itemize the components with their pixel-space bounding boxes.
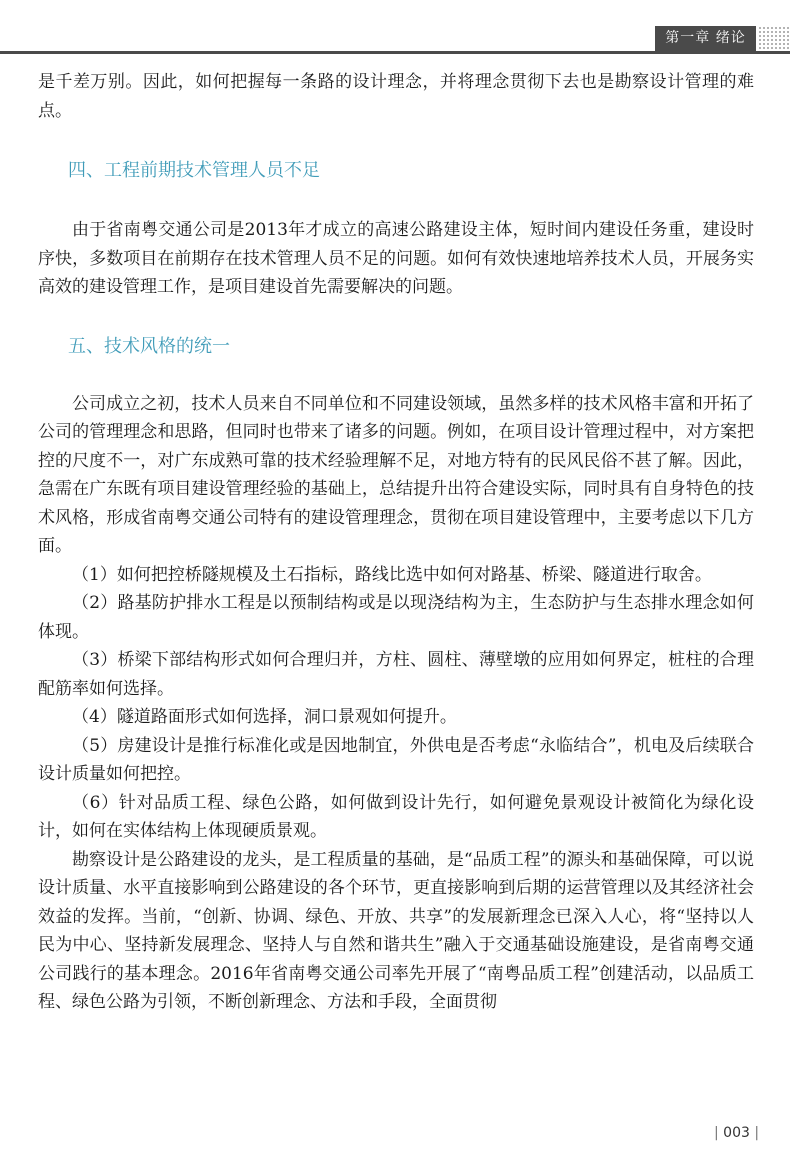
paragraph: 勘察设计是公路建设的龙头，是工程质量的基础，是“品质工程”的源头和基础保障，可以说设计质量、水平直接影响到公路建设的各个环节，更直接影响到后期的运营管理以及其经济社会效益的发挥。当前，“创新、协调、绿色、开放、共享”的发展新理念已深入人心，将“坚持以人民为中心、坚持新发展理念、坚持人与自然和谐共生”融入于交通基础设施建设，是省南粤交通公司践行的基本理念。2016年省南粤交通公司率先开展了“南粤品质工程”创建活动，以品质工程、绿色公路为引领，不断创新理念、方法和手段，全面贯彻 <box>38 849 754 1012</box>
paragraph: 公司成立之初，技术人员来自不同单位和不同建设领域，虽然多样的技术风格丰富和开拓了公司的管理理念和思路，但同时也带来了诸多的问题。例如，在项目设计管理过程中，对方案把控的尺度不一，对广东成熟可靠的技术经验理解不足，对地方特有的民风民俗不甚了解。因此，急需在广东既有项目建设管理经验的基础上，总结提升出符合建设实际，同时具有自身特色的技术风格，形成省南粤交通公司特有的建设管理理念，贯彻在项目建设管理中，主要考虑以下几方面。 <box>38 393 754 556</box>
list-item-3: （3）桥梁下部结构形式如何合理归并，方柱、圆柱、薄壁墩的应用如何界定，桩柱的合理配筋率如何选择。 <box>38 650 754 699</box>
chapter-label: 第一章 绪论 <box>655 26 756 51</box>
list-item-1: （1）如何把控桥隧规模及土石指标，路线比选中如何对路基、桥梁、隧道进行取舍。 <box>72 564 712 585</box>
list-item-2: （2）路基防护排水工程是以预制结构或是以现浇结构为主，生态防护与生态排水理念如何体现。 <box>38 593 754 642</box>
paragraph: 由于省南粤交通公司是2013年才成立的高速公路建设主体，短时间内建设任务重，建设时序快，多数项目在前期存在技术管理人员不足的问题。如何有效快速地培养技术人员，开展务实高效的建设管理工作，是项目建设首先需要解决的问题。 <box>38 220 754 297</box>
list-item-4: （4）隧道路面形式如何选择，洞口景观如何提升。 <box>72 707 457 727</box>
page-number: | 003 | <box>714 1125 760 1141</box>
section-heading-4: 四、工程前期技术管理人员不足 <box>68 160 320 181</box>
page-body <box>38 68 754 1017</box>
list-item-6: （6）针对品质工程、绿色公路，如何做到设计先行，如何避免景观设计被简化为绿化设计，如何在实体结构上体现硬质景观。 <box>38 792 754 841</box>
section-heading-5: 五、技术风格的统一 <box>68 335 230 357</box>
list-item-5: （5）房建设计是推行标准化或是因地制宜，外供电是否考虑“永临结合”，机电及后续联合设计质量如何把控。 <box>38 735 754 784</box>
header-dot-pattern <box>758 26 790 51</box>
header-rule <box>0 51 790 54</box>
paragraph-continued: 是千差万别。因此，如何把握每一条路的设计理念，并将理念贯彻下去也是勘察设计管理的难点。 <box>38 72 754 121</box>
page-number-value: 003 <box>723 1125 750 1141</box>
